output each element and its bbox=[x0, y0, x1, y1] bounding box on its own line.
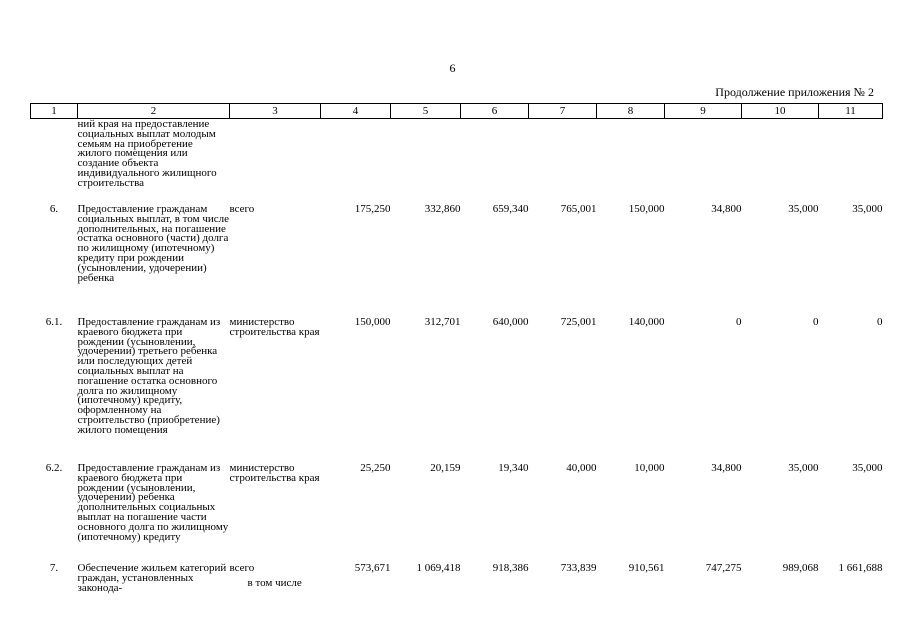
table-row bbox=[31, 464, 883, 564]
row-value bbox=[597, 119, 665, 206]
column-header: 3 bbox=[230, 104, 321, 119]
row-value bbox=[742, 119, 819, 206]
row-executor: министерство строительства края bbox=[229, 462, 320, 484]
column-header: 10 bbox=[742, 104, 819, 119]
table-row bbox=[31, 205, 883, 318]
row-name: Предоставление гражданам социальных выплат, в том числе дополнительных, на погашение остатка основного (части) долга по жилищному (ипотечному) кредиту при рождении (усыновлении, удочерении) ребенка bbox=[77, 203, 229, 284]
row-value: 35,000 bbox=[788, 462, 819, 474]
row-executor: министерство строительства края bbox=[229, 316, 320, 338]
row-value: 747,275 bbox=[705, 562, 742, 574]
row-value: 35,000 bbox=[852, 462, 883, 474]
row-value: 35,000 bbox=[852, 203, 883, 215]
row-number: 6.1. bbox=[45, 316, 63, 328]
column-header: 4 bbox=[321, 104, 391, 119]
column-header: 7 bbox=[529, 104, 597, 119]
row-value bbox=[819, 119, 883, 206]
row-value: 175,250 bbox=[354, 203, 391, 215]
row-value: 659,340 bbox=[492, 203, 529, 215]
row-value: 10,000 bbox=[634, 462, 665, 474]
column-header: 8 bbox=[597, 104, 665, 119]
column-header: 9 bbox=[665, 104, 742, 119]
row-name: ний края на предоставление социальных выплат молодым семьям на приобретение жилого помещения или создание объекта индивидуального жилищного строительства bbox=[77, 118, 217, 189]
page-number: 6 bbox=[449, 61, 456, 75]
row-number: 7. bbox=[49, 562, 59, 574]
row-value: 35,000 bbox=[788, 203, 819, 215]
row-value: 0 bbox=[736, 316, 742, 328]
row-value: 910,561 bbox=[628, 562, 665, 574]
row-value bbox=[665, 119, 742, 206]
column-header: 1 bbox=[31, 104, 78, 119]
row-value bbox=[529, 119, 597, 206]
row-value: 573,671 bbox=[354, 562, 391, 574]
row-value: 20,159 bbox=[430, 462, 461, 474]
row-value: 332,860 bbox=[424, 203, 461, 215]
row-executor-cell bbox=[230, 564, 321, 598]
row-value: 725,001 bbox=[560, 316, 597, 328]
row-name: Обеспечение жильем категорий граждан, установленных законода- bbox=[77, 562, 227, 594]
row-value: 1 069,418 bbox=[416, 562, 461, 574]
row-value: 0 bbox=[877, 316, 883, 328]
row-value: 19,340 bbox=[498, 462, 529, 474]
row-value: 34,800 bbox=[711, 462, 742, 474]
row-executor: всего bbox=[229, 203, 255, 215]
table-row bbox=[31, 564, 883, 598]
row-value: 150,000 bbox=[354, 316, 391, 328]
row-value: 25,250 bbox=[360, 462, 391, 474]
row-value: 1 661,688 bbox=[838, 562, 883, 574]
row-value bbox=[391, 119, 461, 206]
row-value: 918,386 bbox=[492, 562, 529, 574]
row-value: 765,001 bbox=[560, 203, 597, 215]
row-value bbox=[321, 119, 391, 206]
table-row bbox=[31, 119, 883, 206]
column-header: 11 bbox=[819, 104, 883, 119]
row-value: 34,800 bbox=[711, 203, 742, 215]
column-number-row bbox=[31, 104, 883, 119]
row-number: 6. bbox=[49, 203, 59, 215]
row-value: 640,000 bbox=[492, 316, 529, 328]
column-header: 6 bbox=[461, 104, 529, 119]
row-value: 40,000 bbox=[566, 462, 597, 474]
row-value: 0 bbox=[813, 316, 819, 328]
appendix-continuation-label: Продолжение приложения № 2 bbox=[715, 85, 874, 99]
row-value bbox=[461, 119, 529, 206]
row-value: 989,068 bbox=[782, 562, 819, 574]
column-header: 5 bbox=[391, 104, 461, 119]
row-executor: всего bbox=[229, 562, 255, 574]
row-number: 6.2. bbox=[45, 462, 63, 474]
row-executor bbox=[230, 119, 321, 206]
row-value: 312,701 bbox=[424, 316, 461, 328]
row-number bbox=[31, 119, 78, 206]
column-header: 2 bbox=[78, 104, 230, 119]
row-executor-sub: в том числе bbox=[247, 576, 302, 589]
row-value: 150,000 bbox=[628, 203, 665, 215]
row-name: Предоставление гражданам из краевого бюджета при рождении (усыновлении, удочерении) ребенка дополнительных социальных выплат на погашение части основного долга по жилищному (ипотечному) кредиту bbox=[77, 462, 229, 543]
row-value: 733,839 bbox=[560, 562, 597, 574]
row-value: 140,000 bbox=[628, 316, 665, 328]
row-name: Предоставление гражданам из краевого бюджета при рождении (усыновлении, удочерении) третьего ребенка или последующих детей социальных выплат на погашение остатка основного долга по жилищному (ипотечному) кредиту, оформленному на строительство (приобретение) жилого помещения bbox=[77, 316, 221, 436]
table-row bbox=[31, 318, 883, 464]
program-table bbox=[30, 103, 883, 598]
